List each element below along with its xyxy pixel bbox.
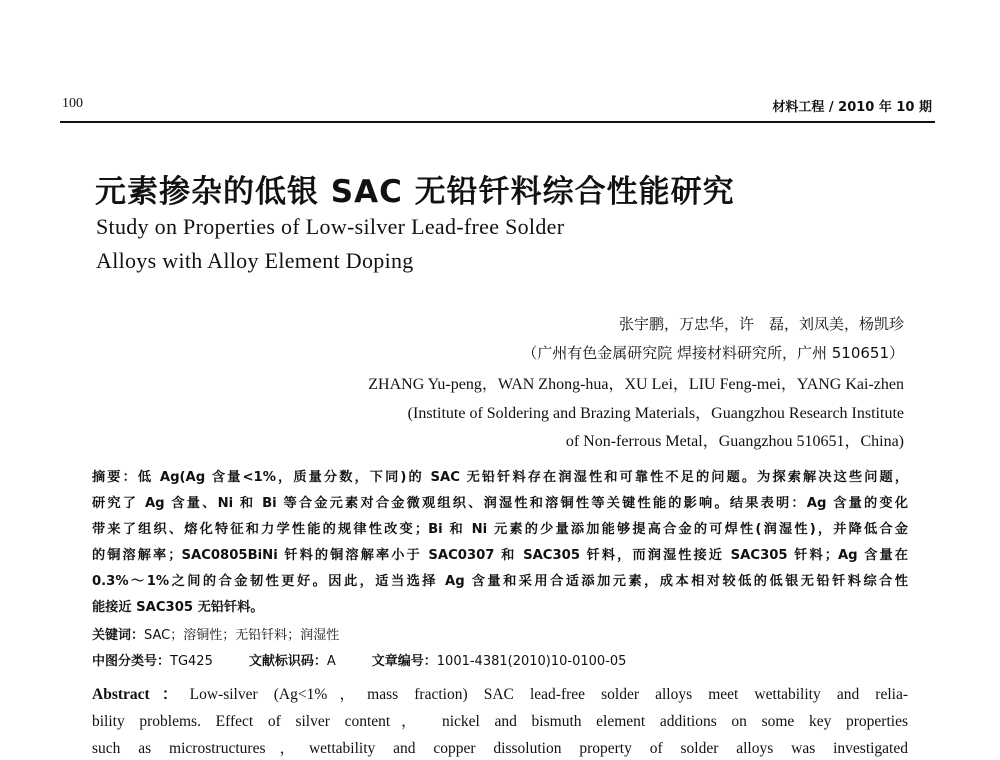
abstract-cn-line: 0.3%～1%之间的合金韧性更好。因此，适当选择 Ag 含量和采用合适添加元素，成本相对较低的低银无铅钎料综合性: [92, 574, 908, 589]
journal-issue: 材料工程 / 2010 年 10 期: [772, 100, 932, 115]
page-number: 100: [62, 96, 83, 111]
keywords-label: 关键词：: [92, 628, 145, 643]
abstract-cn-line: 的铜溶解率；SAC0805BiNi 钎料的铜溶解率小于 SAC0307 和 SAC305 钎料，而润湿性接近 SAC305 钎料；Ag 含量在: [92, 548, 908, 563]
abstract-en-line: such as microstructures，wettability and copper dissolution property of solder alloys was investigated: [92, 740, 908, 757]
abstract-cn-line: 研究了 Ag 含量、Ni 和 Bi 等合金元素对合金微观组织、润湿性和溶铜性等关键性能的影响。结果表明：Ag 含量的变化: [92, 496, 908, 511]
clc-value: TG425: [170, 654, 213, 669]
abstract-en-label: Abstract：: [92, 686, 190, 703]
abstract-cn-line: 带来了组织、熔化特征和力学性能的规律性改变；Bi 和 Ni 元素的少量添加能够提高合金的可焊性(润湿性)，并降低合金: [92, 522, 908, 537]
abstract-cn-line: 能接近 SAC305 无铅钎料。: [92, 600, 264, 615]
title-english-line: Study on Properties of Low-silver Lead-free Solder: [96, 214, 565, 239]
classification: 中图分类号：TG425 文献标识码：A 文章编号：1001-4381(2010)10-0100-05: [92, 654, 627, 669]
title-english-line: Alloys with Alloy Element Doping: [96, 248, 414, 273]
authors-chinese: 张宇鹏，万忠华，许 磊，刘凤美，杨凯珍: [618, 315, 904, 333]
abstract-en-line: Abstract：Low-silver (Ag<1%，mass fraction) SAC lead-free solder alloys meet wettability and relia-: [92, 686, 908, 703]
article-no-value: 1001-4381(2010)10-0100-05: [436, 654, 627, 669]
doc-code-value: A: [326, 654, 336, 669]
abstract-en-line: bility problems. Effect of silver content， nickel and bismuth element additions on some key properties: [92, 713, 908, 730]
affiliation-english-line: of Non-ferrous Metal，Guangzhou 510651，China): [565, 433, 904, 450]
authors-english: ZHANG Yu-peng，WAN Zhong-hua，XU Lei，LIU Feng-mei，YANG Kai-zhen: [368, 376, 904, 393]
abstract-cn-line: 摘要：低 Ag(Ag 含量<1%，质量分数，下同)的 SAC 无铅钎料存在润湿性和可靠性不足的问题。为探索解决这些问题，: [92, 470, 909, 485]
title-chinese: 元素掺杂的低银 SAC 无铅钎料综合性能研究: [95, 174, 735, 210]
keywords: [92, 624, 339, 643]
keywords-value: SAC；溶铜性；无铅钎料；润湿性: [144, 628, 340, 643]
affiliation-english-line: (Institute of Soldering and Brazing Materials，Guangzhou Research Institute: [407, 405, 904, 422]
header-rule: [60, 121, 935, 123]
abstract-cn-label: 摘要：: [92, 470, 138, 485]
affiliation-chinese: （广州有色金属研究院 焊接材料研究所，广州 510651）: [522, 344, 904, 362]
